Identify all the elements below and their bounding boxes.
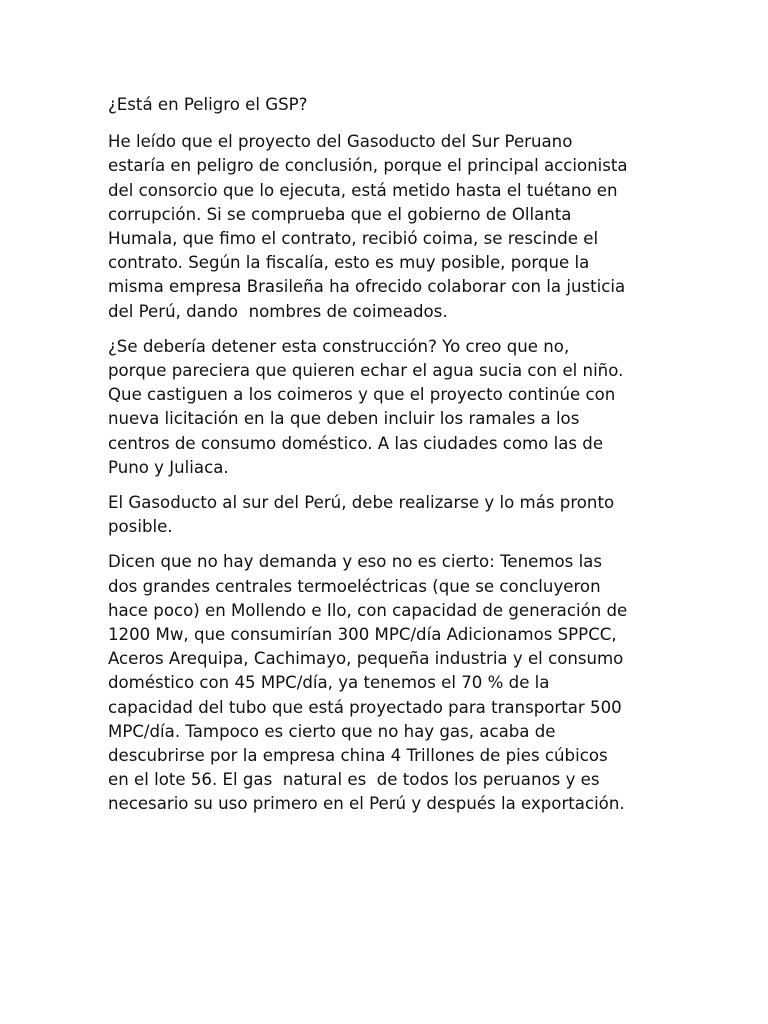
document-title: ¿Está en Peligro el GSP? bbox=[108, 95, 308, 114]
text-line: del Perú, dando nombres de coimeados. bbox=[108, 301, 448, 321]
text-line: El Gasoducto al sur del Perú, debe realizarse y lo más pronto bbox=[108, 493, 615, 513]
paragraph-2 bbox=[108, 335, 668, 480]
paragraph-4 bbox=[108, 550, 668, 816]
paragraph-1 bbox=[108, 130, 668, 324]
text-line: descubrirse por la empresa china 4 Trillones de pies cúbicos bbox=[108, 746, 608, 766]
text-line: posible. bbox=[108, 517, 173, 537]
text-line: contrato. Según la fiscalía, esto es muy posible, porque la bbox=[108, 253, 590, 273]
text-line: ¿Se debería detener esta construcción? Yo creo que no, bbox=[108, 336, 570, 356]
text-line: nueva licitación en la que deben incluir los ramales a los bbox=[108, 409, 580, 429]
document-page bbox=[108, 93, 668, 828]
text-line: 1200 Mw, que consumirían 300 MPC/día Adicionamos SPPCC, bbox=[108, 625, 617, 645]
text-line: doméstico con 45 MPC/día, ya tenemos el 70 % de la bbox=[108, 673, 550, 693]
text-line: centros de consumo doméstico. A las ciudades como las de bbox=[108, 433, 604, 453]
text-line: Puno y Juliaca. bbox=[108, 457, 229, 477]
text-line: porque pareciera que quieren echar el agua sucia con el niño. bbox=[108, 361, 624, 381]
text-line: Que castiguen a los coimeros y que el proyecto continúe con bbox=[108, 385, 616, 405]
text-line: MPC/día. Tampoco es cierto que no hay gas, acaba de bbox=[108, 721, 556, 741]
text-line: dos grandes centrales termoeléctricas (que se concluyeron bbox=[108, 576, 601, 596]
text-line: Humala, que fimo el contrato, recibió coima, se rescinde el bbox=[108, 229, 599, 249]
text-line: estaría en peligro de conclusión, porque el principal accionista bbox=[108, 156, 628, 176]
text-line: hace poco) en Mollendo e Ilo, con capacidad de generación de bbox=[108, 600, 628, 620]
text-line: necesario su uso primero en el Perú y después la exportación. bbox=[108, 794, 625, 814]
text-line: corrupción. Si se comprueba que el gobierno de Ollanta bbox=[108, 204, 572, 224]
text-line: Aceros Arequipa, Cachimayo, pequeña industria y el consumo bbox=[108, 649, 624, 669]
text-line: Dicen que no hay demanda y eso no es cierto: Tenemos las bbox=[108, 552, 602, 572]
text-line: misma empresa Brasileña ha ofrecido colaborar con la justicia bbox=[108, 277, 626, 297]
paragraph-3 bbox=[108, 491, 668, 539]
text-line: en el lote 56. El gas natural es de todos los peruanos y es bbox=[108, 770, 600, 790]
text-line: del consorcio que lo ejecuta, está metido hasta el tuétano en bbox=[108, 180, 618, 200]
text-line: capacidad del tubo que está proyectado para transportar 500 bbox=[108, 697, 622, 717]
text-line: He leído que el proyecto del Gasoducto del Sur Peruano bbox=[108, 132, 573, 152]
